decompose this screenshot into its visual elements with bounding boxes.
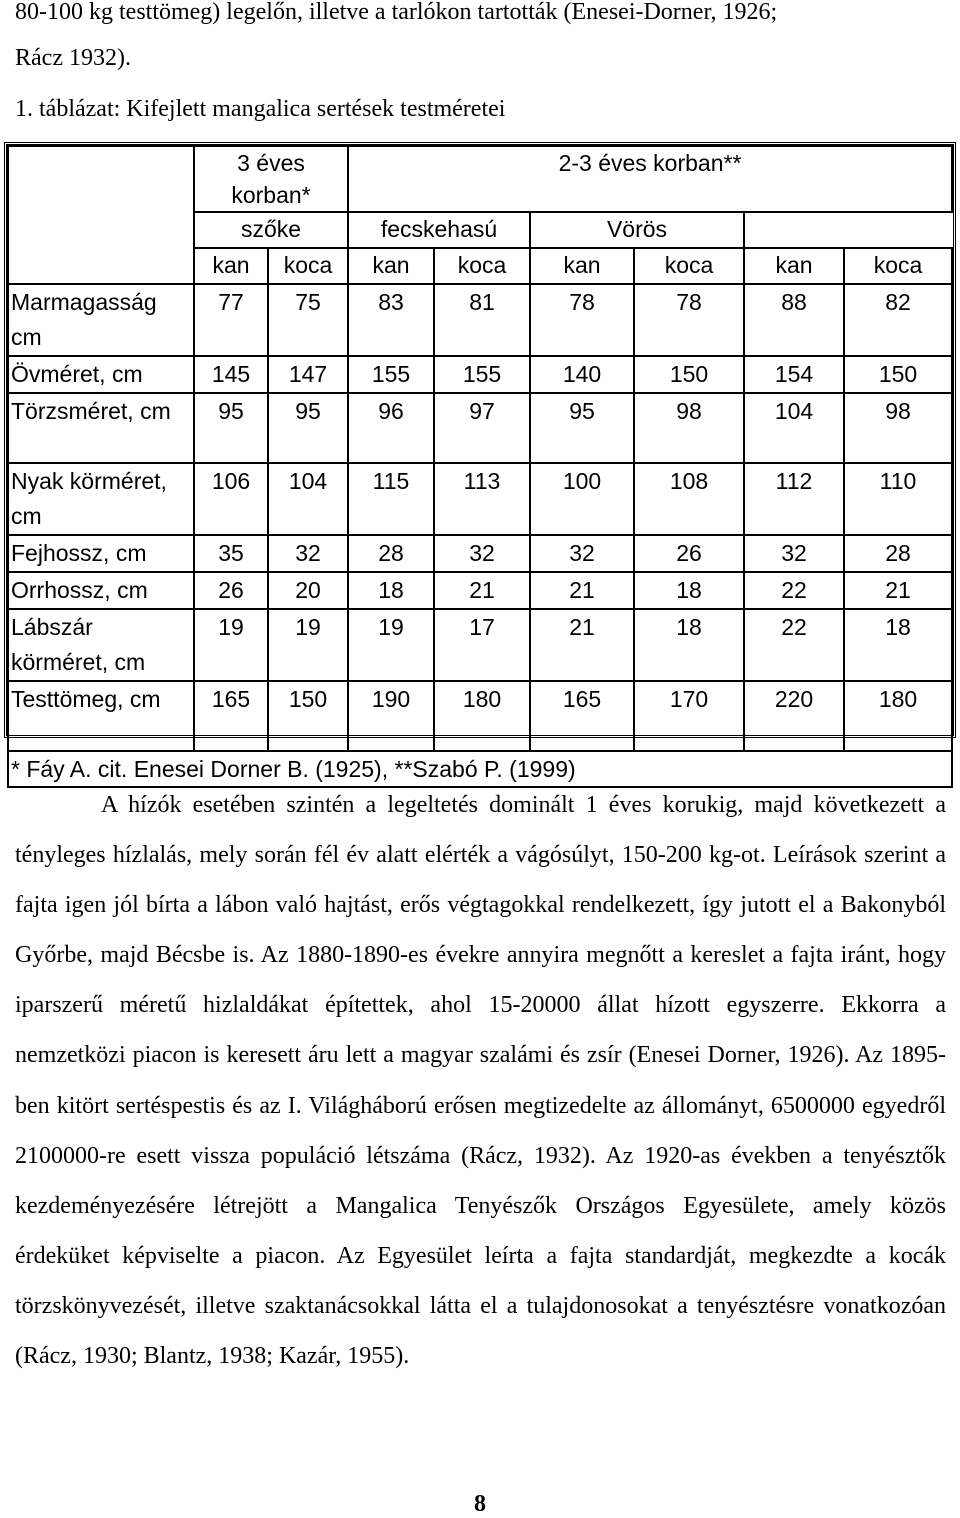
table-cell: 95 — [268, 393, 348, 463]
table-cell: 17 — [434, 609, 530, 681]
table-cell: 165 — [194, 681, 268, 751]
table-cell: 26 — [194, 572, 268, 609]
table-cell: 32 — [744, 535, 844, 572]
row-label: Fejhossz, cm — [8, 535, 194, 572]
table-cell: 28 — [348, 535, 434, 572]
header-3-year-age: 3 éves korban* — [194, 146, 348, 212]
paragraph-text: A hízók esetében szintén a legeltetés dominált 1 éves korukig, majd következett a tényleges hízlalás, mely során fél év alatt elérték a vágósúlyt, 150-200 kg-ot. Leírások szerint a fajta igen jól bírta a lábon való hajtást, erős végtagokkal rendelkezett, így jutott el a Bakonyból Győrbe, majd Bécsbe is. Az 1880-1890-es évekre annyira megnőtt a kereslet a fajta iránt, hogy iparszerű méretű hizlaldákat építettek, ahol 15-20000 állat hízott egyszerre. Ekkorra a nemzetközi piacon is keresett áru lett a magyar szalámi és zsír (Enesei Dorner, 1926). Az 1895-ben kitört sertéspestis és az I. Világháború erősen megtizedelte az állományt, 6500000 egyedről 2100000-re esett vissza populáció létszáma (Rácz, 1932). Az 1920-as években a tenyésztők kezdeményezésére létrejött a Mangalica Tenyészők Országos Egyesülete, amely közös érdeküket képviselte a piacon. Az Egyesület leírta a fajta standardját, megkezdte a kocák törzskönyvezését, illetve szaktanácsokkal látta el a tulajdonosokat a tenyésztésre vonatkozóan (Rácz, 1930; Blantz, 1938; Kazár, 1955). — [15, 792, 946, 1370]
table-cell: 96 — [348, 393, 434, 463]
table-cell: 75 — [268, 284, 348, 356]
row-label: Övméret, cm — [8, 356, 194, 393]
subheader-kan: kan — [744, 248, 844, 284]
table-row — [8, 535, 952, 572]
table-cell: 18 — [634, 572, 744, 609]
subheader-koca: koca — [844, 248, 952, 284]
table-cell: 19 — [348, 609, 434, 681]
table-row — [8, 572, 952, 609]
table-row — [8, 463, 952, 535]
table-cell: 145 — [194, 356, 268, 393]
row-label: Törzsméret, cm — [8, 393, 194, 463]
table-cell: 97 — [434, 393, 530, 463]
table-row — [8, 609, 952, 681]
table-cell: 165 — [530, 681, 634, 751]
table-cell: 81 — [434, 284, 530, 356]
table-cell: 77 — [194, 284, 268, 356]
table-cell: 22 — [744, 609, 844, 681]
subheader-koca: koca — [634, 248, 744, 284]
table-row — [8, 284, 952, 356]
table-cell: 98 — [844, 393, 952, 463]
table-caption: 1. táblázat: Kifejlett mangalica sertések testméretei — [15, 96, 506, 122]
page-number: 8 — [474, 1491, 486, 1517]
table-row — [8, 681, 952, 751]
table-cell: 18 — [348, 572, 434, 609]
table-cell: 21 — [530, 609, 634, 681]
table-cell: 19 — [268, 609, 348, 681]
table-cell: 154 — [744, 356, 844, 393]
table-cell: 106 — [194, 463, 268, 535]
table-cell: 155 — [434, 356, 530, 393]
row-label: Testtömeg, cm — [8, 681, 194, 751]
table-cell: 170 — [634, 681, 744, 751]
intro-text-line-2: Rácz 1932). — [15, 45, 131, 71]
table-cell: 180 — [434, 681, 530, 751]
table-cell: 32 — [268, 535, 348, 572]
table-cell: 18 — [634, 609, 744, 681]
table-cell: 22 — [744, 572, 844, 609]
table-cell: 35 — [194, 535, 268, 572]
table-row — [8, 393, 952, 463]
table-cell: 115 — [348, 463, 434, 535]
row-label: Orrhossz, cm — [8, 572, 194, 609]
row-label: Lábszár körméret, cm — [8, 609, 194, 681]
table-cell: 83 — [348, 284, 434, 356]
subheader-kan: kan — [194, 248, 268, 284]
table-cell: 32 — [434, 535, 530, 572]
table-cell: 110 — [844, 463, 952, 535]
table-cell: 32 — [530, 535, 634, 572]
table-cell: 150 — [268, 681, 348, 751]
table-cell: 113 — [434, 463, 530, 535]
table-cell: 112 — [744, 463, 844, 535]
table-cell: 95 — [530, 393, 634, 463]
subheader-kan: kan — [530, 248, 634, 284]
body-paragraph — [15, 780, 946, 1381]
header-voros: Vörös — [530, 212, 744, 248]
measurements-table — [4, 142, 956, 782]
header-szoke: szőke — [194, 212, 348, 248]
table-cell: 100 — [530, 463, 634, 535]
table-corner-cell — [8, 146, 194, 284]
subheader-koca: koca — [434, 248, 530, 284]
header-2-3-year-age: 2-3 éves korban** — [348, 146, 952, 212]
table-cell: 104 — [268, 463, 348, 535]
table-cell: 82 — [844, 284, 952, 356]
table-cell: 18 — [844, 609, 952, 681]
subheader-kan: kan — [348, 248, 434, 284]
table-cell: 150 — [634, 356, 744, 393]
table-cell: 150 — [844, 356, 952, 393]
table-cell: 140 — [530, 356, 634, 393]
table-cell: 147 — [268, 356, 348, 393]
subheader-koca: koca — [268, 248, 348, 284]
table-cell: 78 — [530, 284, 634, 356]
table-cell: 104 — [744, 393, 844, 463]
table-cell: 88 — [744, 284, 844, 356]
intro-text-line-1: 80-100 kg testtömeg) legelőn, illetve a tarlókon tartották (Enesei-Dorner, 1926; — [15, 0, 778, 25]
table-cell: 95 — [194, 393, 268, 463]
table-cell: 20 — [268, 572, 348, 609]
table-cell: 190 — [348, 681, 434, 751]
header-fecskehasu: fecskehasú — [348, 212, 530, 248]
table-cell: 180 — [844, 681, 952, 751]
row-label: Marmagasság cm — [8, 284, 194, 356]
table-cell: 78 — [634, 284, 744, 356]
table-cell: 220 — [744, 681, 844, 751]
table-footnote: * Fáy A. cit. Enesei Dorner B. (1925), **Szabó P. (1999) — [8, 751, 952, 787]
table-cell: 28 — [844, 535, 952, 572]
table-cell: 26 — [634, 535, 744, 572]
table-cell: 155 — [348, 356, 434, 393]
table-cell: 108 — [634, 463, 744, 535]
table-cell: 21 — [530, 572, 634, 609]
table-cell: 98 — [634, 393, 744, 463]
row-label: Nyak körméret, cm — [8, 463, 194, 535]
table-cell: 21 — [844, 572, 952, 609]
table-cell: 19 — [194, 609, 268, 681]
table-cell: 21 — [434, 572, 530, 609]
table-row — [8, 356, 952, 393]
